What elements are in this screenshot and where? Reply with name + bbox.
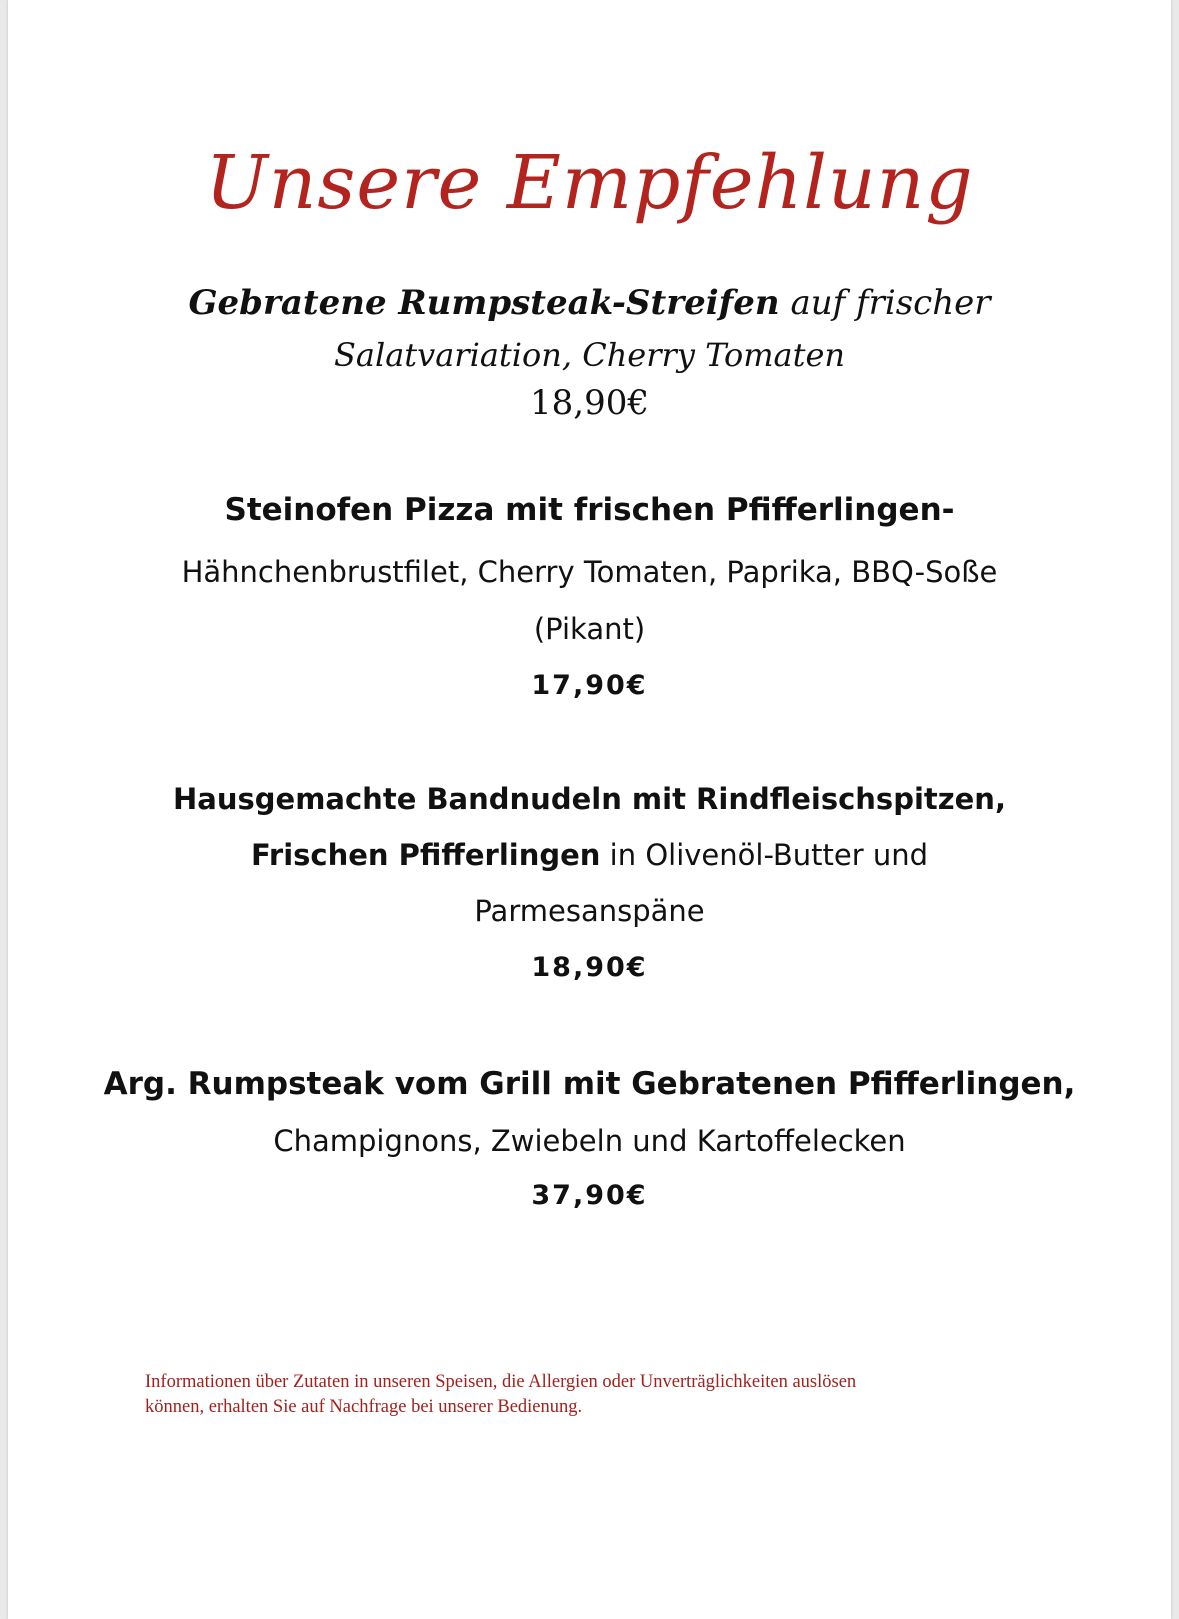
- menu-title: Unsere Empfehlung: [205, 140, 974, 226]
- dish-1-price: 18,90€: [530, 383, 649, 423]
- dish-1-name: Gebratene Rumpsteak-Streifen: [188, 283, 780, 323]
- allergy-note-line-1: Informationen über Zutaten in unseren Speisen, die Allergien oder Unverträglichkeiten auslösen: [145, 1372, 857, 1392]
- dish-2-desc-1: Hähnchenbrustfilet, Cherry Tomaten, Paprika, BBQ-Soße: [181, 555, 998, 589]
- dish-3-name-2: Frischen Pfifferlingen: [250, 838, 601, 872]
- dish-2-name: Steinofen Pizza mit frischen Pfifferlingen-: [224, 492, 955, 528]
- dish-3-desc-2: Parmesanspäne: [474, 894, 705, 928]
- allergy-note: [145, 1370, 1015, 1420]
- dish-2-price: 17,90€: [531, 670, 648, 701]
- dish-4-price: 37,90€: [531, 1180, 648, 1211]
- dish-4-name: Arg. Rumpsteak vom Grill mit Gebratenen Pfifferlingen,: [103, 1066, 1076, 1102]
- dish-3-name: Hausgemachte Bandnudeln mit Rindfleischspitzen,: [173, 782, 1006, 816]
- dish-2-desc-2: (Pikant): [533, 612, 646, 646]
- allergy-note-line-2: können, erhalten Sie auf Nachfrage bei unserer Bedienung.: [145, 1397, 583, 1417]
- dish-4-desc-1: Champignons, Zwiebeln und Kartoffelecken: [273, 1124, 906, 1158]
- dish-3-desc-1: in Olivenöl-Butter und: [609, 838, 929, 872]
- dish-1-desc-2: Salatvariation, Cherry Tomaten: [333, 336, 846, 374]
- dish-3-price: 18,90€: [531, 952, 648, 983]
- dish-3-line-2: [8, 838, 1171, 872]
- dish-1-heading: [8, 283, 1171, 323]
- menu-page: [8, 0, 1171, 1619]
- dish-1-desc-1: auf frischer: [790, 283, 991, 323]
